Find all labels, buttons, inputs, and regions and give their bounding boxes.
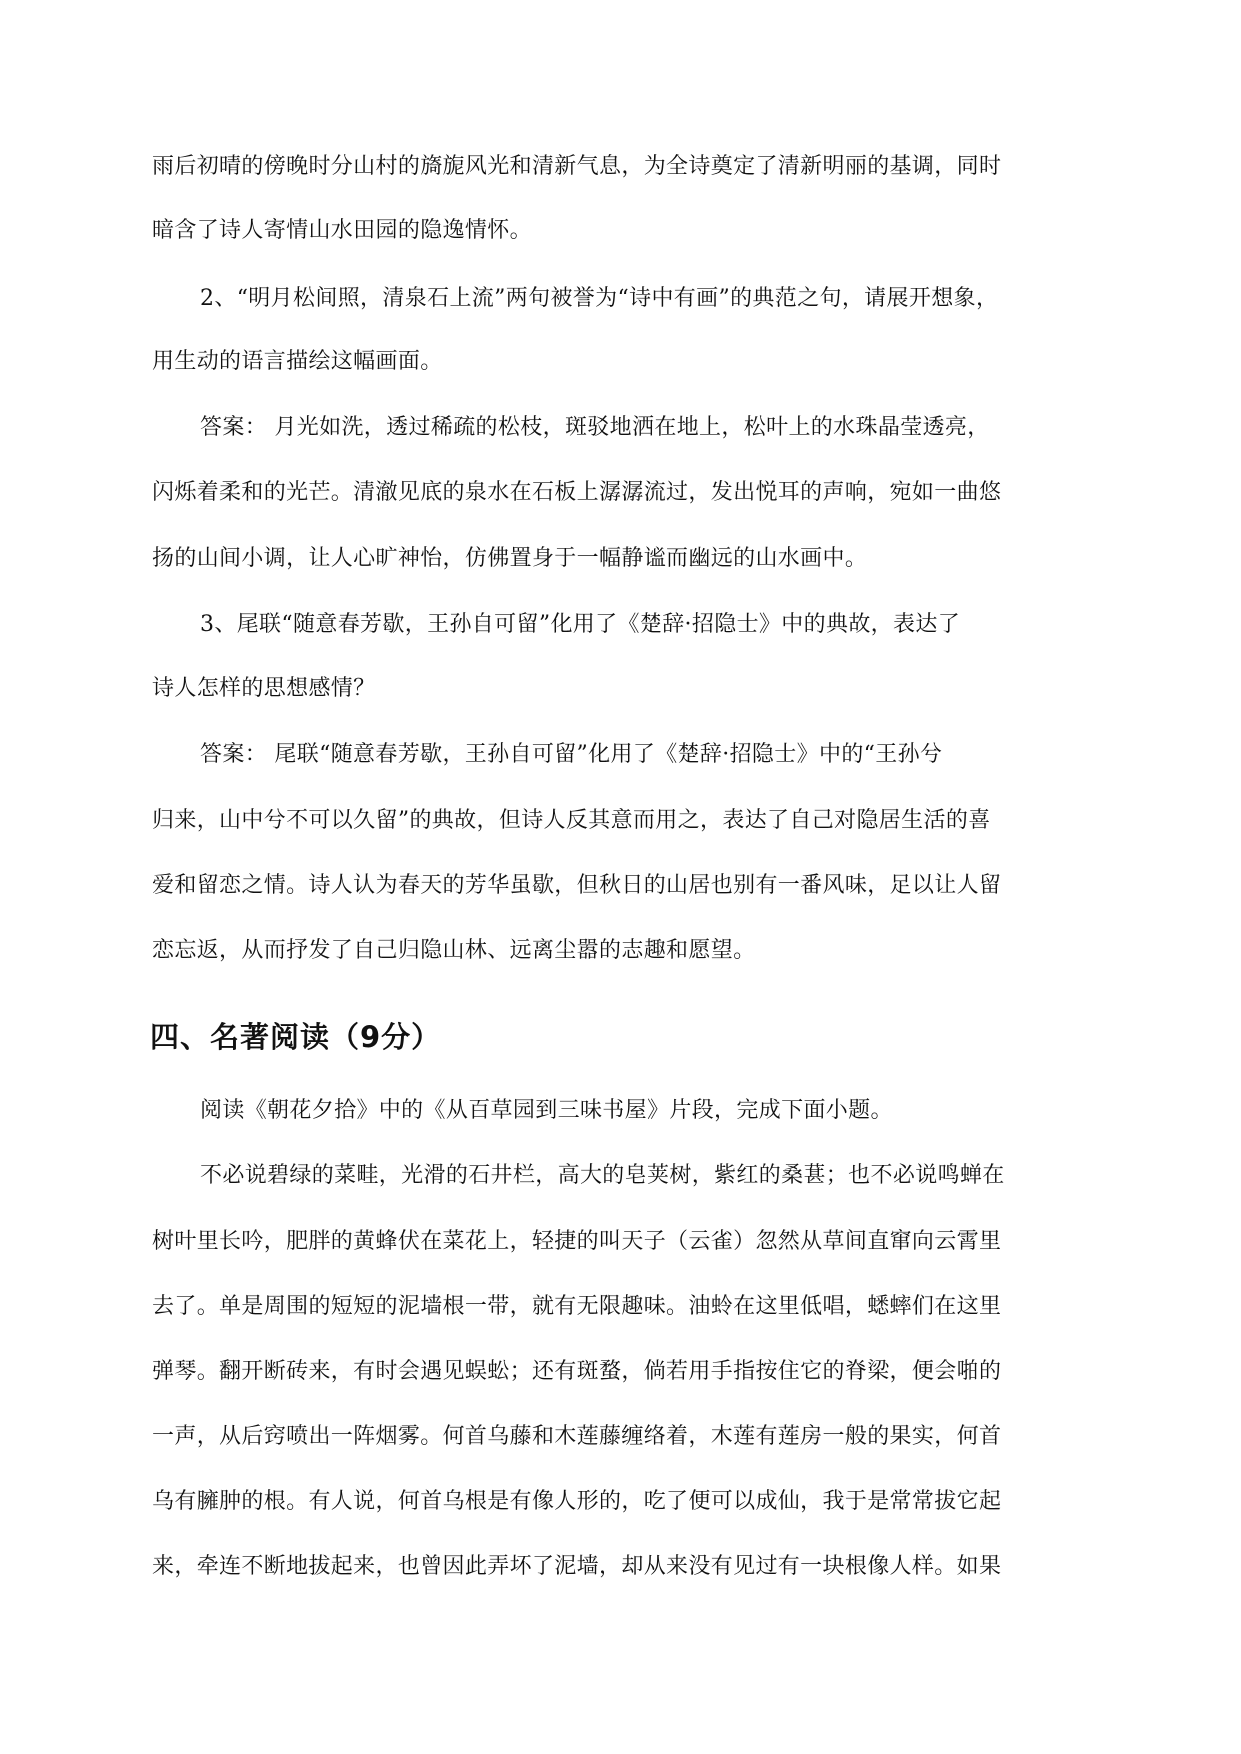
- text-line: 归来，山中兮不可以久留”的典故，但诗人反其意而用之，表达了自己对隐居生活的喜: [152, 808, 991, 833]
- text-line: 扬的山间小调，让人心旷神怡，仿佛置身于一幅静谧而幽远的山水画中。: [152, 546, 868, 571]
- section-heading: 四、名著阅读（9分）: [150, 1020, 442, 1054]
- text-line: 诗人怎样的思想感情？: [152, 676, 376, 701]
- text-line: 用生动的语言描绘这幅画面。: [152, 349, 443, 374]
- excerpt-line: 来，牵连不断地拔起来，也曾因此弄坏了泥墙，却从来没有见过有一块根像人样。如果: [152, 1554, 1002, 1579]
- text-line: 暗含了诗人寄情山水田园的隐逸情怀。: [152, 218, 532, 243]
- text-line: 雨后初晴的傍晚时分山村的旖旎风光和清新气息，为全诗奠定了清新明丽的基调，同时: [152, 154, 1002, 179]
- reading-instruction: 阅读《朝花夕拾》中的《从百草园到三味书屋》片段，完成下面小题。: [200, 1098, 893, 1123]
- question-3: 3、尾联“随意春芳歇，王孙自可留”化用了《楚辞·招隐士》中的典故，表达了: [200, 612, 961, 637]
- excerpt-line: 去了。单是周围的短短的泥墙根一带，就有无限趣味。油蛉在这里低唱，蟋蟀们在这里: [152, 1294, 1002, 1319]
- question-2: 2、“明月松间照，清泉石上流”两句被誉为“诗中有画”的典范之句，请展开想象，: [200, 286, 999, 311]
- text-line: 闪烁着柔和的光芒。清澈见底的泉水在石板上潺潺流过，发出悦耳的声响，宛如一曲悠: [152, 480, 1002, 505]
- excerpt-line: 不必说碧绿的菜畦，光滑的石井栏，高大的皂荚树，紫红的桑葚；也不必说鸣蝉在: [200, 1163, 1005, 1188]
- text-line: 恋忘返，从而抒发了自己归隐山林、远离尘嚣的志趣和愿望。: [152, 938, 756, 963]
- text-line: 爱和留恋之情。诗人认为春天的芳华虽歇，但秋日的山居也别有一番风味，足以让人留: [152, 873, 1002, 898]
- excerpt-line: 一声，从后窍喷出一阵烟雾。何首乌藤和木莲藤缠络着，木莲有莲房一般的果实，何首: [152, 1424, 1002, 1449]
- answer-3: 答案： 尾联“随意春芳歇，王孙自可留”化用了《楚辞·招隐士》中的“王孙兮: [200, 742, 943, 767]
- excerpt-line: 乌有臃肿的根。有人说，何首乌根是有像人形的，吃了便可以成仙，我于是常常拔它起: [152, 1489, 1002, 1514]
- excerpt-line: 树叶里长吟，肥胖的黄蜂伏在菜花上，轻捷的叫天子（云雀）忽然从草间直窜向云霄里: [152, 1229, 1002, 1254]
- answer-2: 答案： 月光如洗，透过稀疏的松枝，斑驳地洒在地上，松叶上的水珠晶莹透亮，: [200, 415, 990, 440]
- excerpt-line: 弹琴。翻开断砖来，有时会遇见蜈蚣；还有斑蝥，倘若用手指按住它的脊梁，便会啪的: [152, 1359, 1002, 1384]
